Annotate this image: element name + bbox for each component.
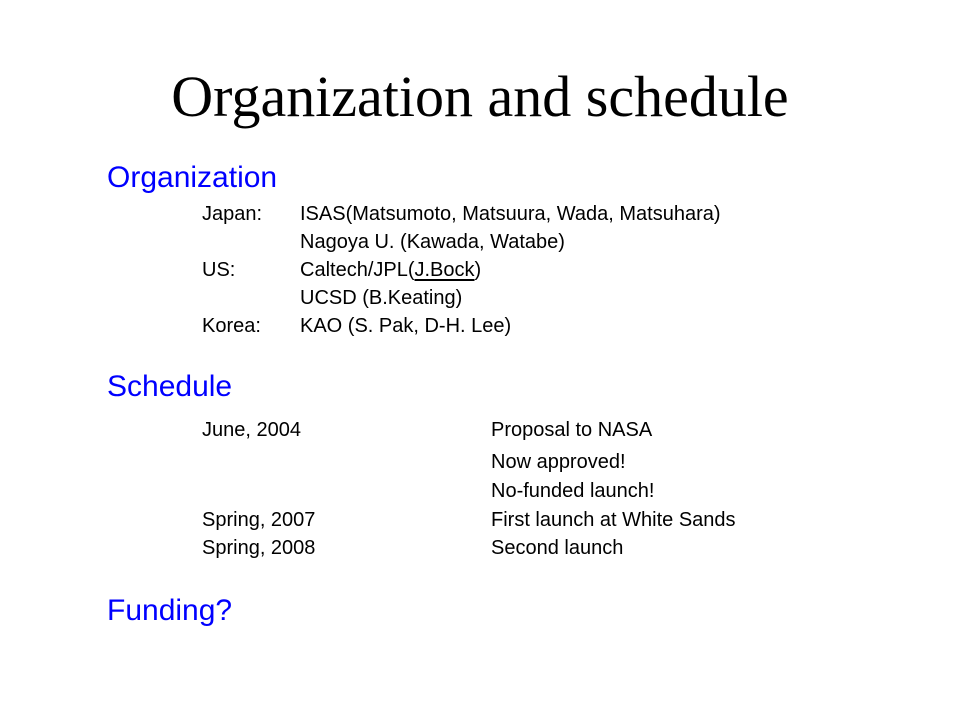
schedule-event: First launch at White Sands bbox=[491, 509, 736, 531]
organization-heading: Organization bbox=[107, 161, 278, 194]
org-members: ISAS(Matsumoto, Matsuura, Wada, Matsuhara) bbox=[300, 203, 721, 225]
schedule-date: Spring, 2007 bbox=[202, 509, 316, 531]
schedule-event: Second launch bbox=[491, 537, 624, 559]
schedule-date: Spring, 2008 bbox=[202, 537, 316, 559]
slide-title: Organization and schedule bbox=[171, 64, 789, 129]
org-country-label: Korea: bbox=[202, 315, 261, 337]
org-members-prefix: Caltech/JPL( bbox=[300, 259, 415, 281]
funding-heading: Funding? bbox=[107, 594, 233, 627]
org-members-suffix: ) bbox=[474, 259, 482, 281]
schedule-event: Proposal to NASA bbox=[491, 419, 653, 441]
bock-link[interactable]: J.Bock bbox=[414, 259, 475, 281]
schedule-date: June, 2004 bbox=[202, 419, 301, 441]
schedule-event: Now approved! bbox=[491, 451, 626, 473]
org-members: KAO (S. Pak, D-H. Lee) bbox=[300, 315, 512, 337]
org-country-label: Japan: bbox=[202, 203, 263, 225]
org-members: Nagoya U. (Kawada, Watabe) bbox=[300, 231, 565, 253]
schedule-event: No-funded launch! bbox=[491, 480, 655, 502]
org-members: UCSD (B.Keating) bbox=[300, 287, 463, 309]
schedule-heading: Schedule bbox=[107, 370, 233, 403]
org-members bbox=[300, 258, 481, 282]
org-country-label: US: bbox=[202, 259, 236, 281]
